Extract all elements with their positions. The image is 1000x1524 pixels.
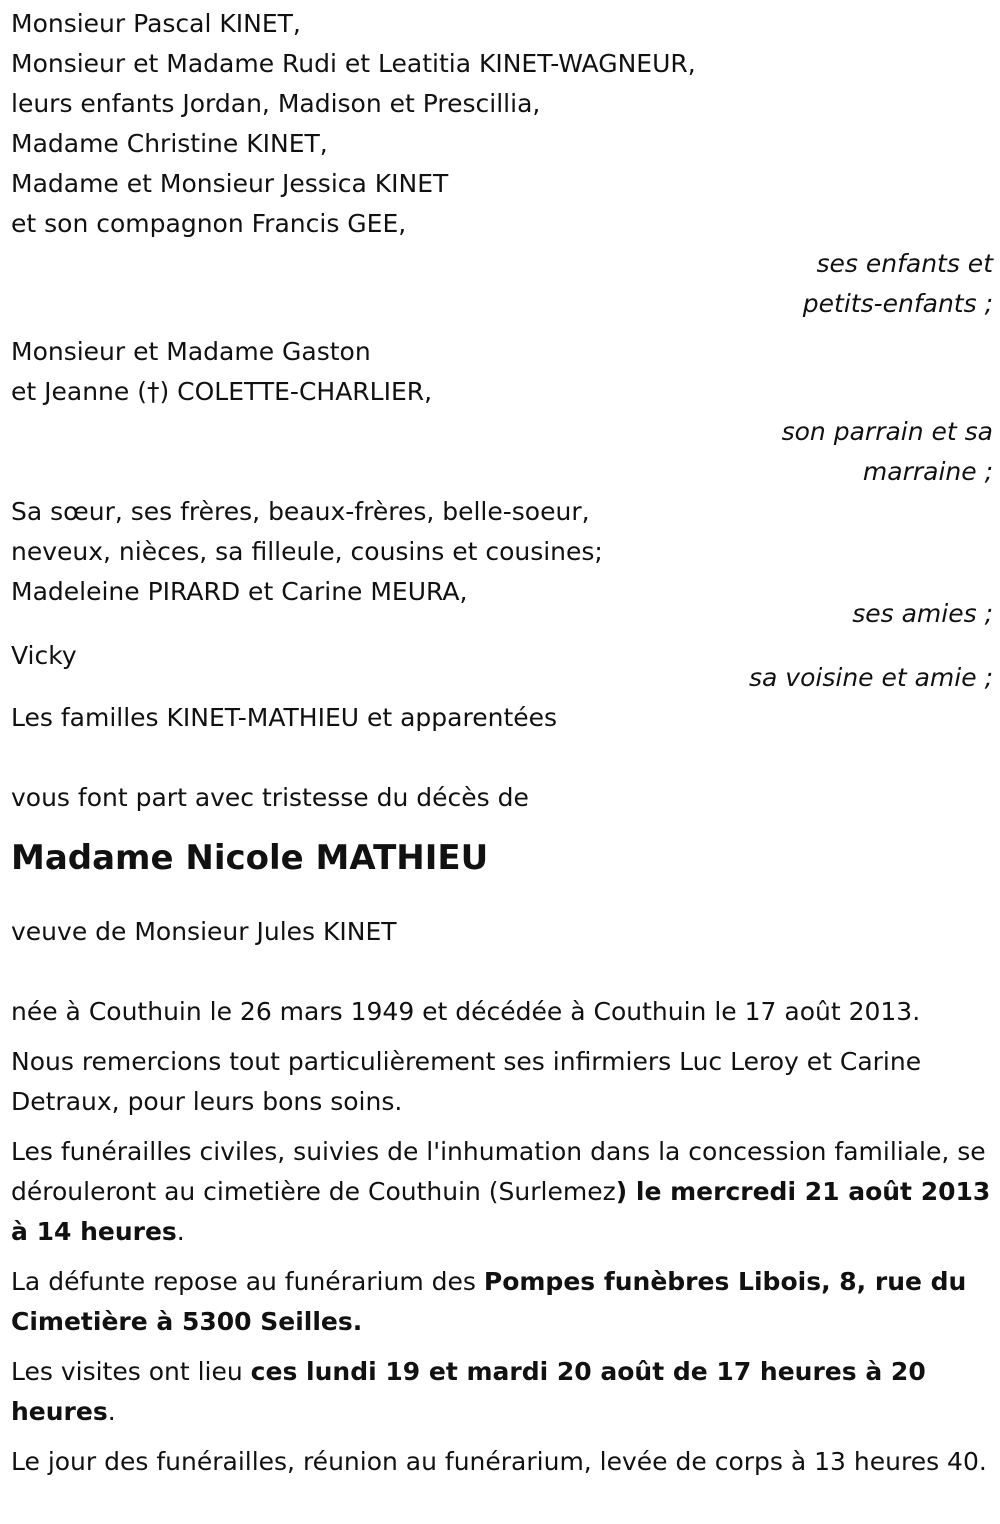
family-line: Monsieur et Madame Rudi et Leatitia KINET-WAGNEUR, xyxy=(11,49,696,78)
family-line: et Jeanne (†) COLETTE-CHARLIER, xyxy=(11,377,433,406)
role-friends: ses amies ; xyxy=(852,599,993,628)
role-neighbour: sa voisine et amie ; xyxy=(749,663,993,692)
family-line-families: Les familles KINET-MATHIEU et apparentées xyxy=(11,703,558,732)
role-line: ses enfants et xyxy=(816,249,993,278)
repose-address: Pompes funèbres Libois, 8, rue du Cimetière à 5300 Seilles. xyxy=(11,1267,967,1336)
funeral-text: Les funérailles civiles, suivies de l'inhumation dans la concession familiale, se dérouleront au cimetière de Couthuin (Surlemez xyxy=(11,1137,986,1206)
funeral-end: . xyxy=(176,1217,185,1246)
visits-text: Les visites ont lieu xyxy=(11,1357,251,1386)
details xyxy=(11,992,993,1482)
role-line: son parrain et sa xyxy=(781,417,993,446)
thanks: Nous remercions tout particulièrement ses infirmiers Luc Leroy et Carine Detraux, pour leurs bons soins. xyxy=(11,1047,922,1116)
gathering-info: Le jour des funérailles, réunion au funérarium, levée de corps à 13 heures 40. xyxy=(11,1447,987,1476)
family-line: Madeleine PIRARD et Carine MEURA, xyxy=(11,577,468,606)
widow-of: veuve de Monsieur Jules KINET xyxy=(11,917,397,946)
visits-info xyxy=(11,1352,993,1432)
funeral-info xyxy=(11,1132,993,1252)
family-line: Monsieur et Madame Gaston xyxy=(11,337,371,366)
repose-info xyxy=(11,1262,993,1342)
role-godparents xyxy=(11,412,993,492)
family-line-vicky: Vicky xyxy=(11,641,77,670)
role-children xyxy=(11,244,993,324)
family-line: neveux, nièces, sa filleule, cousins et cousines; xyxy=(11,537,603,566)
announcement: vous font part avec tristesse du décès de xyxy=(11,783,529,812)
family-block-godparents xyxy=(11,332,993,412)
role-line: petits-enfants ; xyxy=(802,289,993,318)
funeral-date: ) le mercredi 21 août 2013 à 14 heures xyxy=(11,1177,991,1246)
repose-text: La défunte repose au funérarium des xyxy=(11,1267,484,1296)
visits-times: ces lundi 19 et mardi 20 août de 17 heures à 20 heures xyxy=(11,1357,926,1426)
obituary-notice xyxy=(11,4,993,1482)
family-line: Madame Christine KINET, xyxy=(11,129,328,158)
deceased-name: Madame Nicole MATHIEU xyxy=(11,838,489,878)
role-line: marraine ; xyxy=(862,457,993,486)
family-block-children xyxy=(11,4,993,244)
family-line: Sa sœur, ses frères, beaux-frères, belle-soeur, xyxy=(11,497,590,526)
family-line: Monsieur Pascal KINET, xyxy=(11,9,301,38)
family-line: leurs enfants Jordan, Madison et Prescillia, xyxy=(11,89,541,118)
family-line: et son compagnon Francis GEE, xyxy=(11,209,407,238)
family-line: Madame et Monsieur Jessica KINET xyxy=(11,169,449,198)
visits-end: . xyxy=(107,1397,116,1426)
birth-death: née à Couthuin le 26 mars 1949 et décédée à Couthuin le 17 août 2013. xyxy=(11,997,921,1026)
